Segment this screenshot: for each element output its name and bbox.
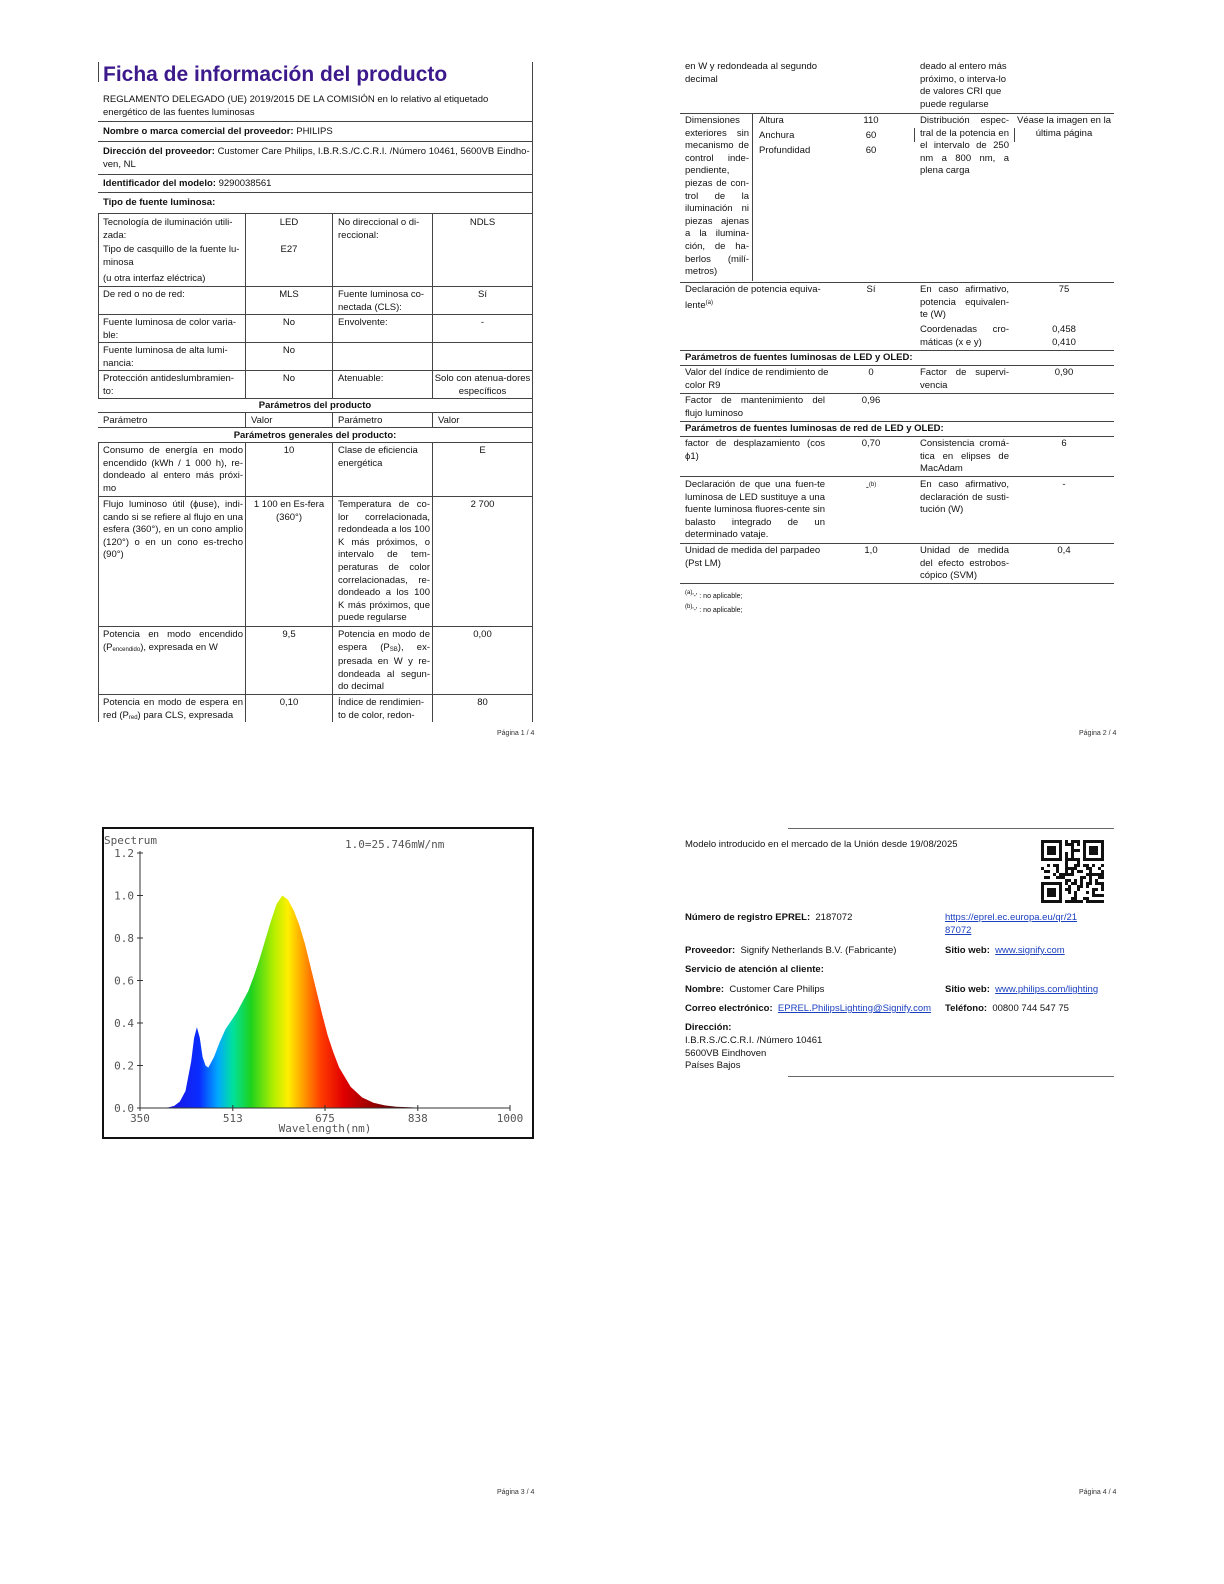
- svm-label: Unidad de medida del efecto estrobos-cópico (SVM): [920, 545, 1009, 582]
- divider: [98, 370, 532, 371]
- standby-sub: SB: [389, 646, 398, 653]
- divider: [332, 412, 333, 427]
- chart-title: Spectrum: [104, 834, 157, 847]
- supplier-label: Nombre o marca comercial del proveedor:: [103, 126, 294, 137]
- footnote-b: [685, 601, 743, 618]
- directional-label: No direccional o di-reccional:: [338, 217, 420, 241]
- chart-annotation: 1.0=25.746mW/nm: [345, 838, 445, 851]
- phone-row: [945, 1003, 1069, 1016]
- flux-value: 1 100 en Es-fera (360°): [253, 499, 325, 523]
- eff-class-label: Clase de eficiencia energética: [338, 445, 418, 469]
- standby-label-a: Potencia en modo de espera (P: [338, 629, 430, 653]
- web2-link[interactable]: www.philips.com/lighting: [995, 984, 1099, 995]
- cls-value: Sí: [478, 289, 487, 300]
- eprel-row: [685, 912, 852, 925]
- net-standby-label: [103, 697, 243, 724]
- cri-label: Índice de rendimien-to de color, redon-: [338, 697, 425, 721]
- divider: [98, 694, 532, 695]
- antiglare-value: No: [282, 373, 296, 384]
- qr-code-icon: [1041, 840, 1104, 903]
- envelope-value: -: [480, 317, 485, 328]
- standby-label: [338, 629, 430, 694]
- led-params-header: Parámetros de fuentes luminosas de LED y OLED:: [685, 352, 913, 363]
- disp-value: 0,70: [861, 438, 881, 449]
- height-value: 110: [863, 115, 879, 126]
- divider: [680, 543, 1114, 544]
- replace-label: Declaración de que una fuen-te luminosa de LED sustituye a una fuente luminosa fluores-cente sin balasto integrado de un determinado vataje.: [685, 479, 825, 541]
- divider: [98, 398, 532, 399]
- web-label: Sitio web:: [945, 945, 990, 956]
- replace-w-label: En caso afirmativo, declaración de susti-tución (W): [920, 479, 1009, 516]
- divider: [914, 128, 915, 142]
- divider: [680, 421, 1114, 422]
- divider: [680, 436, 1114, 437]
- model-row: [103, 178, 531, 191]
- on-power-label-b: ), expresada en W: [140, 641, 218, 653]
- qr-modules: [1041, 840, 1104, 903]
- width-label: Anchura: [759, 130, 795, 141]
- divider: [752, 113, 753, 281]
- replace-w-value: -: [1062, 479, 1066, 490]
- footnote-b-text: '-' : no aplicable;: [692, 607, 743, 614]
- y-tick-label: 0.0: [114, 1102, 134, 1115]
- high-lum-value: No: [282, 345, 296, 356]
- replace-value: [840, 479, 902, 495]
- eprel-link[interactable]: https://eprel.ec.europa.eu/qr/21 87072: [945, 912, 1078, 936]
- cont-right: deado al entero más próximo, o interva-lo de valores CRI que puede regularse: [920, 61, 1007, 110]
- divider: [98, 626, 532, 627]
- standby-value: 0,00: [473, 629, 492, 640]
- name-row: [685, 984, 824, 997]
- directional-value: NDLS: [469, 217, 496, 228]
- supplier-value: PHILIPS: [296, 126, 333, 137]
- divider: [432, 412, 433, 427]
- eprel-label: Número de registro EPREL:: [685, 912, 811, 923]
- dims-label: Dimensiones exteriores sin mecanismo de control inde-pendiente, piezas de con-trol de la iluminación ni piezas ajenas a la ilumina-ción, de ha-berlos (milí-metros): [685, 115, 749, 278]
- divider: [98, 121, 532, 122]
- divider: [680, 476, 1114, 477]
- dimmable-value: Solo con atenua-dores específicos: [434, 373, 531, 397]
- y-tick-label: 1.0: [114, 889, 134, 903]
- divider: [98, 427, 532, 428]
- lumen-maint-value: 0,96: [861, 395, 881, 406]
- email-label: Correo electrónico:: [685, 1003, 773, 1014]
- y-tick-label: 0.8: [114, 932, 134, 945]
- x-tick-label: 350: [130, 1112, 150, 1125]
- email-link[interactable]: EPREL.PhilipsLighting@Signify.com: [777, 1003, 932, 1014]
- col-value-2: Valor: [438, 415, 460, 426]
- spectral-value: Véase la imagen en la última página: [1016, 115, 1111, 139]
- divider: [98, 496, 532, 497]
- phone-value: 00800 744 547 75: [992, 1003, 1069, 1014]
- spectrum-chart: [102, 827, 534, 1139]
- divider: [98, 286, 532, 287]
- flicker-value: 1,0: [864, 545, 878, 556]
- antiglare-label: Protección antideslumbramien-to:: [103, 373, 234, 397]
- divider: [98, 141, 532, 142]
- page-number: Página 2 / 4: [1079, 730, 1117, 737]
- mains-label: De red o no de red:: [103, 289, 185, 300]
- depth-label: Profundidad: [759, 145, 811, 156]
- net-standby-value: 0,10: [279, 697, 299, 708]
- supplier-label: Proveedor:: [685, 945, 736, 956]
- flicker-label: Unidad de medida del parpadeo (Pst LM): [685, 545, 821, 569]
- divider: [432, 213, 433, 399]
- eprel-value: 2187072: [815, 912, 853, 923]
- r9-label: Valor del índice de rendimiento de color R9: [685, 367, 829, 391]
- divider: [680, 113, 1114, 114]
- divider: [788, 1076, 1114, 1077]
- footnote-a-sup: (a): [685, 590, 693, 596]
- equiv-value: Sí: [866, 284, 876, 295]
- width-value: 60: [865, 130, 877, 141]
- equiv-power-label: En caso afirmativo, potencia equivalen-te (W): [920, 284, 1009, 321]
- divider: [245, 442, 246, 722]
- depth-value: 60: [865, 145, 877, 156]
- cap-note: (u otra interfaz eléctrica): [103, 273, 206, 284]
- divider: [680, 583, 1114, 584]
- divider: [432, 442, 433, 722]
- name-label: Nombre:: [685, 984, 725, 995]
- spectral-label: Distribución espec-tral de la potencia en el intervalo de 250 nm a 800 nm, a plena carga: [920, 115, 1009, 177]
- model-value: 9290038561: [218, 178, 272, 189]
- divider: [680, 282, 1114, 283]
- macadam-value: 6: [1061, 438, 1067, 449]
- equiv-label-text: Declaración de potencia equiva-lente: [685, 284, 821, 311]
- divider: [788, 828, 1114, 829]
- x-tick-label: 513: [222, 1112, 243, 1125]
- equiv-label: [685, 284, 830, 312]
- divider: [245, 213, 246, 399]
- divider: [98, 442, 99, 722]
- divider: [98, 213, 532, 214]
- on-power-sub: encendido: [112, 646, 141, 653]
- chroma-label: Coordenadas cro-máticas (x e y): [920, 324, 1009, 348]
- address-row: [103, 146, 531, 171]
- divider: [98, 62, 99, 82]
- tech-value: LED: [279, 217, 299, 228]
- y-tick-label: 0.2: [114, 1059, 134, 1073]
- divider: [98, 412, 532, 413]
- dimmable-label: Atenuable:: [338, 373, 384, 384]
- survival-label: Factor de supervi-vencia: [920, 367, 1009, 391]
- cap-label: Tipo de casquillo de la fuente lu-minosa: [103, 244, 240, 268]
- divider: [1014, 128, 1015, 142]
- tech-label: Tecnología de iluminación utili-zada:: [103, 217, 233, 241]
- web-row: [945, 945, 1065, 958]
- address-value: I.B.R.S./C.C.R.I. /Número 10461 5600VB Eindhoven Países Bajos: [685, 1035, 823, 1072]
- supplier-value: Signify Netherlands B.V. (Fabricante): [740, 945, 897, 956]
- supplier-row: [685, 945, 896, 958]
- cct-label: Temperatura de co-lor correlacionada, redondeada a los 100 K más próximos, o intervalo de tem-peraturas de color correlacionadas, re-dondeado a los 100 K más próximos, que puede regularse: [338, 499, 430, 624]
- svm-value: 0,4: [1057, 545, 1071, 556]
- standby-label-b: ), ex-presada en W y re-dondeada al segun-do decimal: [338, 641, 430, 693]
- net-standby-sub: red: [128, 714, 138, 721]
- x-tick-label: 675: [315, 1112, 335, 1125]
- chroma-x: 0,458: [1052, 324, 1076, 335]
- address-value: Customer Care Philips, I.B.R.S./C.C.R.I. /Número 10461, 5600VB Eindho-ven, NL: [103, 146, 530, 170]
- divider: [245, 412, 246, 427]
- divider: [332, 213, 333, 399]
- page-title: Ficha de información del producto: [103, 63, 448, 86]
- address-label: Dirección del proveedor:: [103, 146, 215, 157]
- r9-value: 0: [868, 367, 874, 378]
- on-power-value: 9,5: [282, 629, 296, 640]
- divider: [680, 365, 1114, 366]
- net-standby-label-b: ) para CLS, expresada: [137, 709, 234, 721]
- divider: [98, 192, 532, 193]
- footnote-b-sup: (b): [685, 604, 693, 610]
- email-row: [685, 1003, 931, 1016]
- model-label: Identificador del modelo:: [103, 178, 216, 189]
- divider: [98, 213, 99, 399]
- equiv-sup: (a): [705, 299, 713, 306]
- survival-value: 0,90: [1054, 367, 1074, 378]
- x-tick-label: 1000: [496, 1112, 524, 1125]
- y-tick-label: 0.6: [114, 974, 134, 988]
- y-tick-label: 0.4: [114, 1017, 134, 1030]
- divider: [532, 62, 533, 722]
- mains-value: MLS: [279, 289, 299, 300]
- y-tick-label: 1.2: [114, 847, 134, 860]
- equiv-power-value: 75: [1058, 284, 1070, 295]
- market-date: Modelo introducido en el mercado de la Unión desde 19/08/2025: [685, 839, 958, 850]
- col-value: Valor: [251, 415, 273, 426]
- eff-class-value: E: [479, 445, 486, 456]
- web2-row: [945, 984, 1098, 997]
- divider: [98, 314, 532, 315]
- web2-label: Sitio web:: [945, 984, 990, 995]
- cri-value: 80: [477, 697, 488, 708]
- divider: [98, 442, 532, 443]
- col-param: Parámetro: [103, 415, 148, 426]
- general-params-header: Parámetros generales del producto:: [233, 430, 397, 441]
- flux-label: Flujo luminoso útil (ϕuse), indi-cando si se refiere al flujo en una esfera (360°), en un cono amplio (120°) o en un cono es-trecho (90°): [103, 499, 243, 561]
- energy-label: Consumo de energía en modo encendido (kWh / 1 000 h), re-dondeado al entero más próxi-mo: [103, 445, 243, 494]
- energy-value: 10: [283, 445, 295, 456]
- name-value: Customer Care Philips: [729, 984, 825, 995]
- replace-sup: (b): [868, 482, 877, 488]
- divider: [98, 174, 532, 175]
- high-lum-label: Fuente luminosa de alta lumi-nancia:: [103, 345, 228, 369]
- lumen-maint-label: Factor de mantenimiento del flujo luminoso: [685, 395, 825, 419]
- col-param-2: Parámetro: [338, 415, 383, 426]
- service-label: Servicio de atención al cliente:: [685, 964, 824, 975]
- page-number: Página 3 / 4: [497, 1489, 535, 1496]
- net-standby-label-a: Potencia en modo de espera en red (P: [103, 697, 243, 721]
- divider: [680, 393, 1114, 394]
- page-number: Página 1 / 4: [497, 730, 535, 737]
- cont-left: en W y redondeada al segundo decimal: [685, 61, 818, 85]
- divider: [680, 350, 1114, 351]
- on-power-label-a: Potencia en modo encendido (P: [103, 629, 243, 653]
- envelope-label: Envolvente:: [338, 317, 388, 328]
- cls-label: Fuente luminosa co-nectada (CLS):: [338, 289, 425, 313]
- divider: [332, 442, 333, 722]
- phone-label: Teléfono:: [945, 1003, 988, 1014]
- x-tick-label: 838: [407, 1112, 428, 1125]
- regulation-text: REGLAMENTO DELEGADO (UE) 2019/2015 DE LA COMISIÓN en lo relativo al etiquetado energético de las fuentes luminosas: [103, 94, 489, 118]
- macadam-label: Consistencia cromá-tica en elipses de MacAdam: [920, 438, 1009, 475]
- web-link[interactable]: www.signify.com: [995, 945, 1065, 956]
- colour-tunable-value: No: [282, 317, 296, 328]
- x-axis-label: Wavelength(nm): [278, 1122, 372, 1135]
- divider: [98, 342, 532, 343]
- disp-label: factor de desplazamiento (cos ϕ1): [685, 438, 825, 462]
- on-power-label: [103, 629, 243, 656]
- mains-led-header: Parámetros de fuentes luminosas de red de LED y OLED:: [685, 423, 944, 434]
- footnote-a-text: '-' : no aplicable;: [692, 593, 743, 600]
- address-label: Dirección:: [685, 1022, 732, 1033]
- source-type-label: Tipo de fuente luminosa:: [103, 197, 216, 208]
- cct-value: 2 700: [470, 499, 495, 510]
- supplier-row: [103, 126, 531, 139]
- cap-value: E27: [280, 244, 298, 255]
- chroma-y: 0,410: [1052, 337, 1076, 348]
- page-number: Página 4 / 4: [1079, 1489, 1117, 1496]
- product-params-header: Parámetros del producto: [258, 400, 372, 411]
- height-label: Altura: [759, 115, 784, 126]
- replace-value-text: -: [865, 482, 869, 493]
- colour-tunable-label: Fuente luminosa de color varia-ble:: [103, 317, 237, 341]
